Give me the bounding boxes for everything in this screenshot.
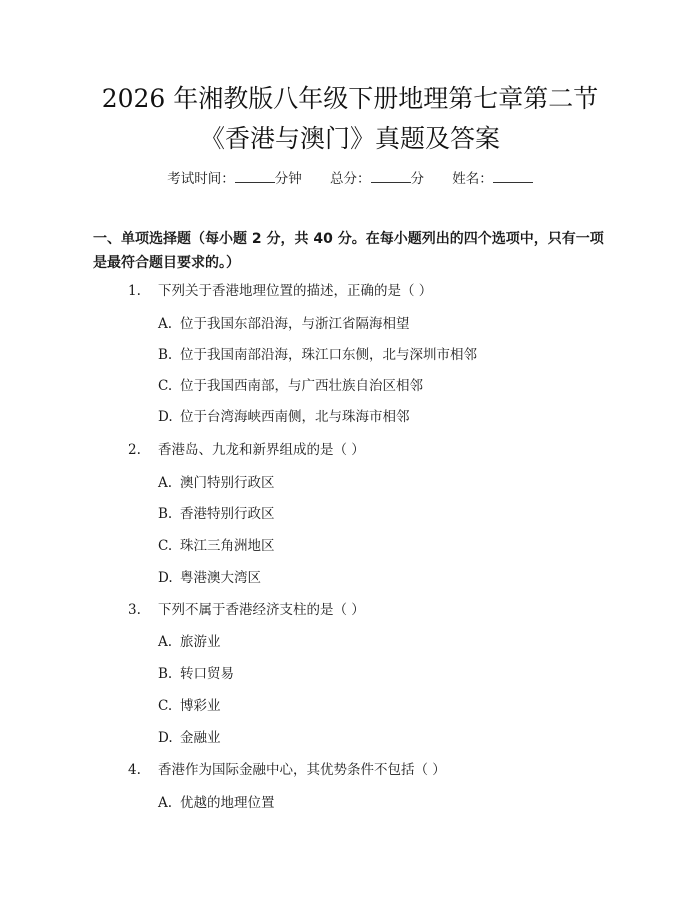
option-text: 位于我国南部沿海，珠江口东侧，北与深圳市相邻 [180, 347, 477, 363]
exam-time-unit: 分钟 [274, 171, 302, 187]
question-text: 香港作为国际金融中心，其优势条件不包括（ ） [158, 762, 446, 778]
exam-meta [0, 168, 700, 189]
option-text: 转口贸易 [180, 666, 234, 682]
question-2-option-a [158, 473, 275, 493]
question-3-option-c [158, 696, 221, 716]
option-text: 旅游业 [180, 634, 221, 650]
question-1 [128, 281, 432, 301]
question-3-option-d [158, 728, 221, 748]
question-4 [128, 760, 446, 780]
option-text: 位于台湾海峡西南侧，北与珠海市相邻 [180, 409, 410, 425]
question-number: 3. [128, 602, 141, 618]
option-text: 位于我国西南部，与广西壮族自治区相邻 [180, 378, 423, 394]
question-3 [128, 600, 365, 620]
option-letter: C. [158, 378, 173, 394]
question-number: 2. [128, 442, 141, 458]
option-letter: B. [158, 666, 173, 682]
option-text: 粤港澳大湾区 [180, 570, 261, 586]
exam-name-blank [493, 168, 533, 183]
page-title-line-2: 《香港与澳门》真题及答案 [199, 124, 500, 153]
option-letter: A. [158, 316, 173, 332]
option-text: 珠江三角洲地区 [180, 538, 275, 554]
exam-score-unit: 分 [410, 171, 424, 187]
question-3-option-b [158, 664, 234, 684]
option-text: 金融业 [180, 730, 221, 746]
question-4-option-a [158, 793, 275, 813]
option-letter: B. [158, 347, 173, 363]
option-letter: C. [158, 538, 173, 554]
option-text: 优越的地理位置 [180, 795, 275, 811]
question-2 [128, 440, 365, 460]
exam-score-label: 总分： [330, 171, 371, 187]
question-text: 香港岛、九龙和新界组成的是（ ） [158, 442, 365, 458]
page-title-line-1: 2026 年湘教版八年级下册地理第七章第二节 [101, 84, 599, 113]
question-text: 下列不属于香港经济支柱的是（ ） [158, 602, 365, 618]
option-text: 香港特别行政区 [180, 506, 275, 522]
section-heading-line-1: 一、单项选择题（每小题 2 分，共 40 分。在每小题列出的四个选项中，只有一项 [93, 231, 604, 247]
question-1-option-a [158, 314, 410, 334]
exam-time [167, 171, 306, 187]
option-text: 位于我国东部沿海，与浙江省隔海相望 [180, 316, 410, 332]
exam-time-label: 考试时间： [167, 171, 235, 187]
option-letter: A. [158, 795, 173, 811]
question-1-option-d [158, 407, 410, 427]
question-1-option-b [158, 345, 477, 365]
question-text: 下列关于香港地理位置的描述，正确的是（ ） [158, 283, 433, 299]
option-letter: C. [158, 698, 173, 714]
option-text: 澳门特别行政区 [180, 475, 275, 491]
option-letter: D. [158, 730, 173, 746]
option-text: 博彩业 [180, 698, 221, 714]
option-letter: D. [158, 409, 173, 425]
option-letter: A. [158, 634, 173, 650]
question-1-option-c [158, 376, 423, 396]
option-letter: B. [158, 506, 173, 522]
exam-name-label: 姓名： [452, 171, 493, 187]
section-heading [93, 227, 613, 275]
question-2-option-c [158, 536, 275, 556]
question-2-option-d [158, 568, 261, 588]
question-2-option-b [158, 504, 275, 524]
question-number: 1. [128, 283, 141, 299]
exam-time-blank [235, 168, 275, 183]
question-number: 4. [128, 762, 141, 778]
option-letter: A. [158, 475, 173, 491]
question-3-option-a [158, 632, 221, 652]
option-letter: D. [158, 570, 173, 586]
section-heading-line-2: 是最符合题目要求的。） [93, 255, 240, 271]
exam-name [452, 171, 533, 187]
exam-score-blank [371, 168, 411, 183]
exam-score [330, 171, 428, 187]
